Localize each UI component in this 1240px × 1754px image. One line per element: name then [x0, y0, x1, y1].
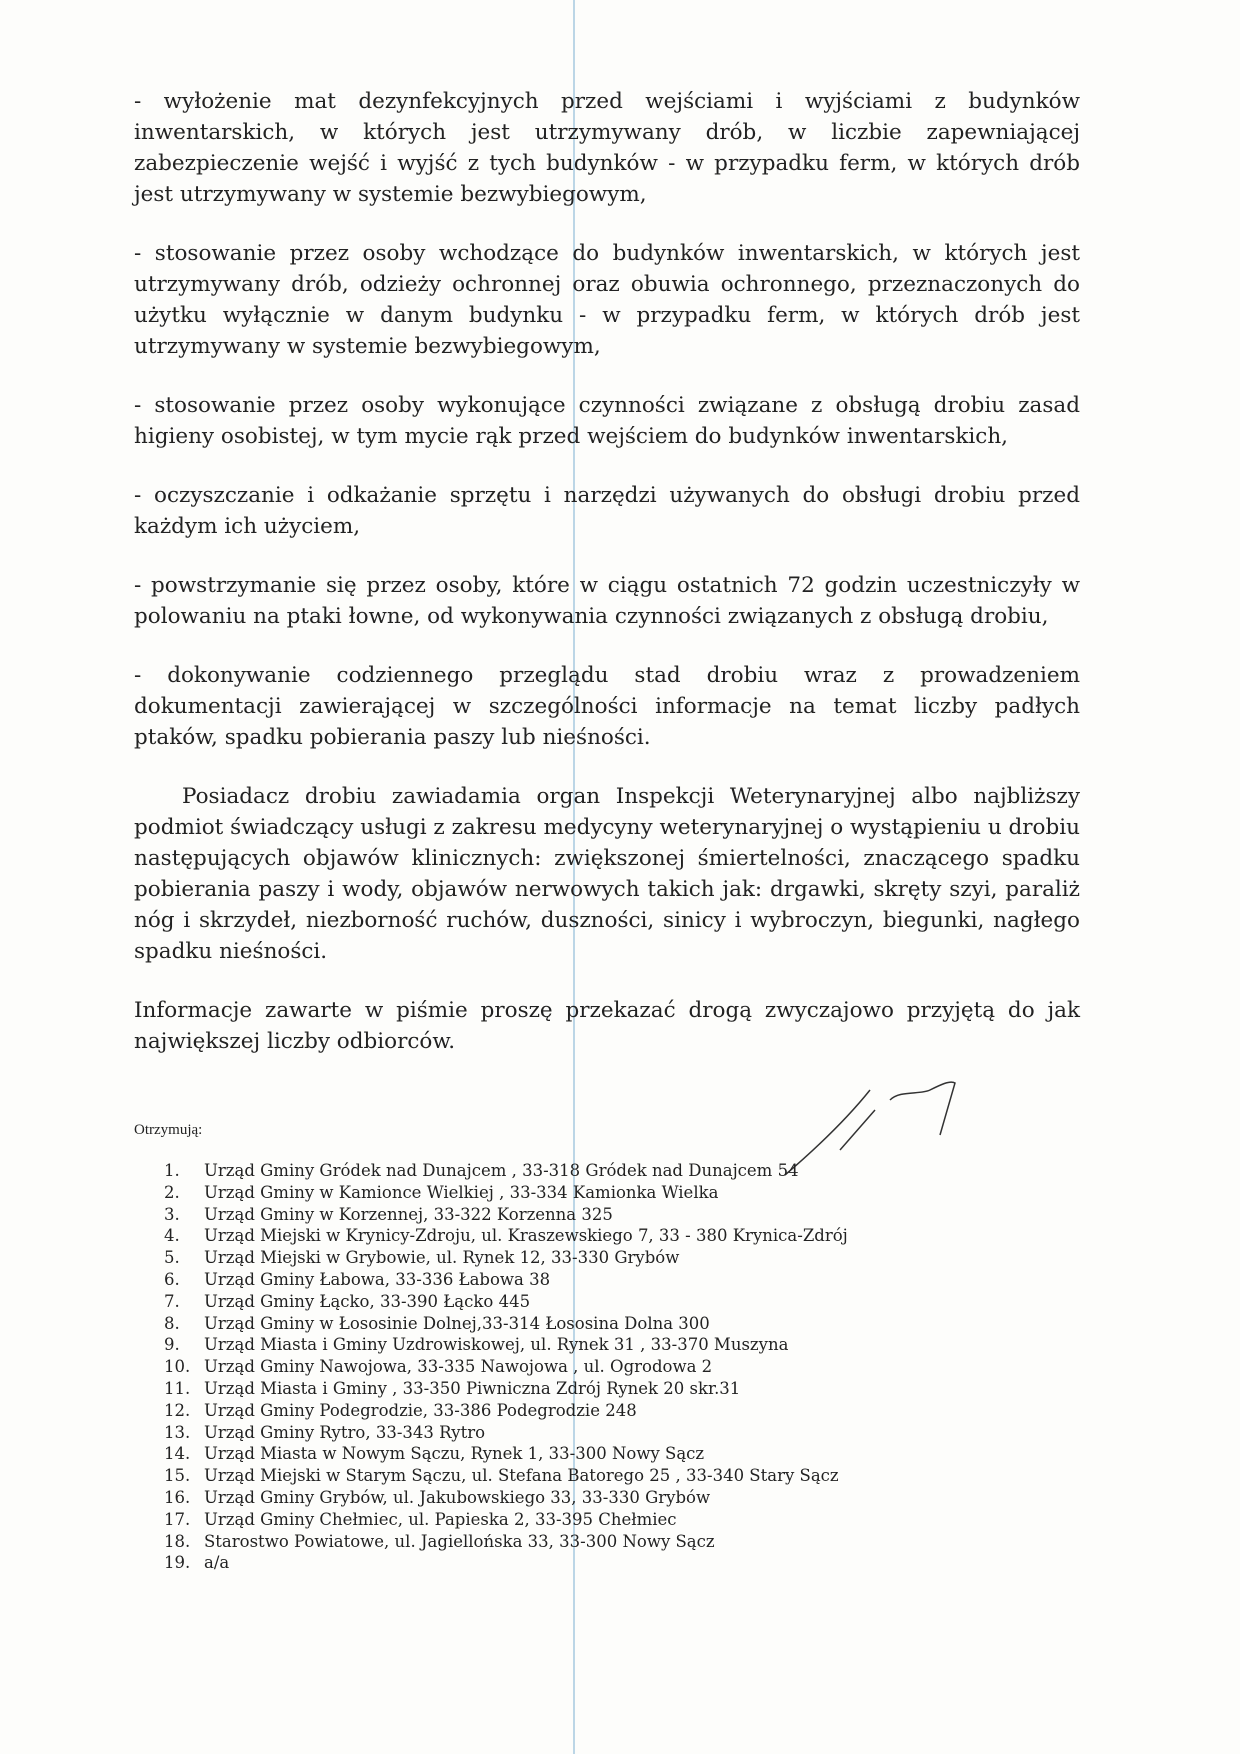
recipient-number: 11.	[164, 1378, 191, 1398]
recipient-text: Urząd Gminy Rytro, 33-343 Rytro	[204, 1422, 486, 1442]
recipient-item	[164, 1291, 848, 1313]
recipient-item	[164, 1247, 848, 1269]
recipient-item	[164, 1204, 848, 1226]
recipient-text: Urząd Miasta i Gminy Uzdrowiskowej, ul. Rynek 31 , 33-370 Muszyna	[204, 1335, 789, 1355]
recipient-number: 6.	[164, 1269, 180, 1289]
recipient-text: Urząd Miasta i Gminy , 33-350 Piwniczna Zdrój Rynek 20 skr.31	[204, 1378, 741, 1398]
recipient-item	[164, 1487, 848, 1509]
recipient-text: Urząd Miejski w Krynicy-Zdroju, ul. Kraszewskiego 7, 33 - 380 Krynica-Zdrój	[204, 1226, 848, 1246]
recipient-text: Urząd Miasta w Nowym Sączu, Rynek 1, 33-300 Nowy Sącz	[204, 1444, 705, 1464]
recipient-item	[164, 1465, 848, 1487]
recipient-item	[164, 1422, 848, 1444]
recipient-item	[164, 1182, 848, 1204]
recipient-number: 17.	[164, 1509, 191, 1529]
paragraph: - stosowanie przez osoby wykonujące czynności związane z obsługą drobiu zasad higieny osobistej, w tym mycie rąk przed wejściem do budynków inwentarskich,	[134, 393, 1080, 449]
paragraph: - dokonywanie codziennego przeglądu stad drobiu wraz z prowadzeniem dokumentacji zawierającej w szczególności informacje na temat liczby padłych ptaków, spadku pobierania paszy lub nieśności.	[134, 663, 1080, 750]
recipient-item	[164, 1552, 848, 1574]
recipient-item	[164, 1160, 848, 1182]
recipient-text: Urząd Gminy w Korzennej, 33-322 Korzenna 325	[204, 1204, 613, 1224]
recipient-text: Urząd Gminy w Łososinie Dolnej,33-314 Łososina Dolna 300	[204, 1313, 710, 1333]
recipient-number: 10.	[164, 1357, 191, 1377]
recipient-number: 4.	[164, 1226, 180, 1246]
recipient-text: Urząd Gminy Łącko, 33-390 Łącko 445	[204, 1291, 531, 1311]
recipient-text: Urząd Gminy Nawojowa, 33-335 Nawojowa , ul. Ogrodowa 2	[204, 1357, 713, 1377]
recipient-number: 5.	[164, 1248, 180, 1268]
recipient-text: a/a	[204, 1553, 230, 1573]
recipient-text: Urząd Gminy Łabowa, 33-336 Łabowa 38	[204, 1269, 551, 1289]
recipient-number: 9.	[164, 1335, 180, 1355]
paragraph: - wyłożenie mat dezynfekcyjnych przed wejściami i wyjściami z budynków inwentarskich, w których jest utrzymywany drób, w liczbie zapewniającej zabezpieczenie wejść i wyjść z tych budynków - w przypadku ferm, w których drób jest utrzymywany w systemie bezwybiegowym,	[134, 89, 1080, 207]
recipient-number: 8.	[164, 1313, 180, 1333]
letter-body	[134, 86, 1080, 1085]
recipient-text: Urząd Gminy Grybów, ul. Jakubowskiego 33, 33-330 Grybów	[204, 1487, 711, 1507]
recipient-text: Starostwo Powiatowe, ul. Jagiellońska 33, 33-300 Nowy Sącz	[204, 1531, 715, 1551]
recipient-number: 14.	[164, 1444, 191, 1464]
recipient-text: Urząd Gminy Gródek nad Dunajcem , 33-318 Gródek nad Dunajcem 54	[204, 1161, 799, 1180]
recipient-item	[164, 1509, 848, 1531]
recipient-item	[164, 1356, 848, 1378]
recipient-text: Urząd Gminy w Kamionce Wielkiej , 33-334 Kamionka Wielka	[204, 1182, 719, 1202]
paragraph: - powstrzymanie się przez osoby, które w ciągu ostatnich 72 godzin uczestniczyły w polowaniu na ptaki łowne, od wykonywania czynności związanych z obsługą drobiu,	[134, 573, 1080, 629]
recipient-item	[164, 1400, 848, 1422]
recipients-list	[164, 1160, 848, 1574]
recipient-item	[164, 1225, 848, 1247]
recipient-item	[164, 1313, 848, 1335]
paragraph: - oczyszczanie i odkażanie sprzętu i narzędzi używanych do obsługi drobiu przed każdym ich użyciem,	[134, 483, 1080, 539]
recipient-number: 16.	[164, 1487, 191, 1507]
recipient-number: 3.	[164, 1204, 180, 1224]
paragraph: Posiadacz drobiu zawiadamia organ Inspekcji Weterynaryjnej albo najbliższy podmiot świadczący usługi z zakresu medycyny weterynaryjnej o wystąpieniu u drobiu następujących objawów klinicznych: zwiększonej śmiertelności, znaczącego spadku pobierania paszy i wody, objawów nerwowych takich jak: drgawki, skręty szyi, paraliż nóg i skrzydeł, niezborność ruchów, duszności, sinicy i wybroczyn, biegunki, nagłego spadku nieśności.	[134, 784, 1080, 964]
recipient-number: 18.	[164, 1531, 191, 1551]
recipient-item	[164, 1378, 848, 1400]
recipient-number: 7.	[164, 1291, 180, 1311]
paragraph: - stosowanie przez osoby wchodzące do budynków inwentarskich, w których jest utrzymywany drób, odzieży ochronnej oraz obuwia ochronnego, przeznaczonych do użytku wyłącznie w danym budynku - w przypadku ferm, w których drób jest utrzymywany w systemie bezwybiegowym,	[134, 241, 1080, 359]
recipients-label: Otrzymują:	[134, 1122, 203, 1138]
recipient-number: 13.	[164, 1422, 191, 1442]
recipient-number: 2.	[164, 1182, 180, 1202]
recipient-text: Urząd Gminy Chełmiec, ul. Papieska 2, 33-395 Chełmiec	[204, 1509, 677, 1529]
recipient-item	[164, 1269, 848, 1291]
recipient-number: 12.	[164, 1400, 191, 1420]
recipient-text: Urząd Miejski w Grybowie, ul. Rynek 12, 33-330 Grybów	[204, 1248, 680, 1268]
paragraph: Informacje zawarte w piśmie proszę przekazać drogą zwyczajowo przyjętą do jak największej liczby odbiorców.	[134, 998, 1080, 1054]
recipient-number: 1.	[164, 1161, 180, 1180]
recipient-text: Urząd Gminy Podegrodzie, 33-386 Podegrodzie 248	[204, 1400, 637, 1420]
recipient-item	[164, 1443, 848, 1465]
recipient-item	[164, 1334, 848, 1356]
recipient-text: Urząd Miejski w Starym Sączu, ul. Stefana Batorego 25 , 33-340 Stary Sącz	[204, 1466, 839, 1486]
recipient-number: 15.	[164, 1466, 191, 1486]
recipient-number: 19.	[164, 1553, 191, 1573]
recipient-item	[164, 1531, 848, 1553]
